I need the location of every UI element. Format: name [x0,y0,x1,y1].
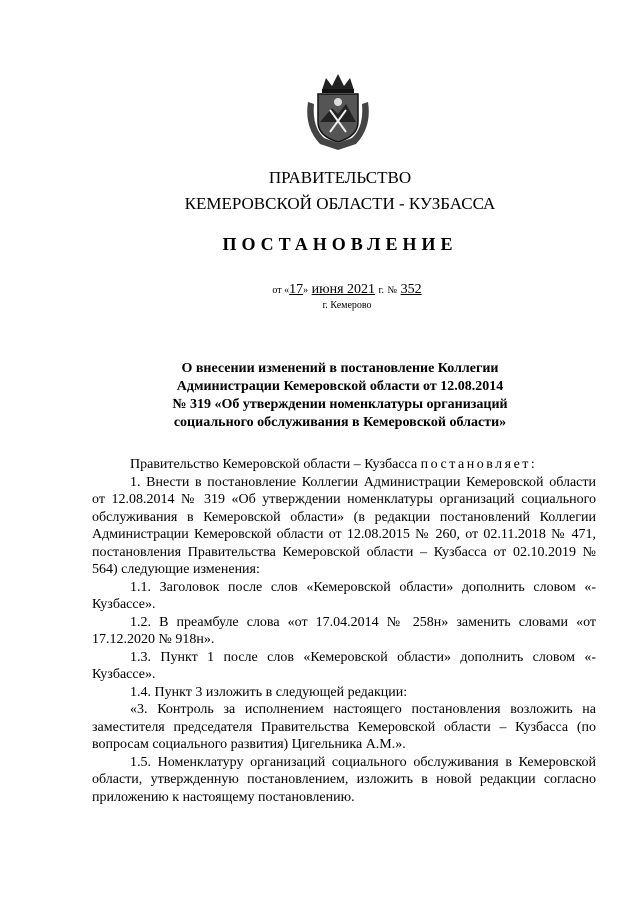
paragraph-1-4-quote: «3. Контроль за исполнением настоящего постановления возложить на заместителя председателя Правительства Кемеровской области – Кузбасса (по вопросам социального развития) Цигельника А.М.». [92,702,596,752]
subject-line: Администрации Кемеровской области от 12.08.2014 [176,379,504,394]
document-number: 352 [400,282,422,297]
government-title-line2: КЕМЕРОВСКОЙ ОБЛАСТИ - КУЗБАССА [184,194,496,213]
paragraph-1: 1. Внести в постановление Коллегии Администрации Кемеровской области от 12.08.2014 № 319 «Об утверждении номенклатуры организаций социального обслуживания в Кемеровской области» (в редакции постановлений Коллегии Администрации Кемеровской области от 12.08.2015 № 260, от 02.11.2018 № 471, постановления Правительства Кемеровской области – Кузбасса от 02.10.2019 № 564) следующие изменения: [92,474,596,577]
paragraph-1-3: 1.3. Пункт 1 после слов «Кемеровской области» дополнить словом «- Кузбассе». [92,649,596,682]
intro-paragraph [92,456,596,474]
paragraph-1-4: 1.4. Пункт 3 изложить в следующей редакции: [130,684,408,700]
document-type-title: ПОСТАНОВЛЕНИЕ [222,234,458,254]
date-close-quote: » [303,285,309,296]
subject-line: О внесении изменений в постановление Коллегии [181,361,499,376]
subject-line: № 319 «Об утверждении номенклатуры организаций [172,397,508,412]
coat-of-arms-icon [302,72,374,152]
government-title-line1: ПРАВИТЕЛЬСТВО [268,168,412,187]
intro-resolves: постановляет: [420,457,538,472]
date-prefix: от « [272,285,290,296]
document-body [92,456,596,806]
document-dateline [0,282,640,298]
subject-line: социального обслуживания в Кемеровской области» [173,415,507,430]
date-day: 17 [289,282,304,297]
paragraph-1-2: 1.2. В преамбуле слова «от 17.04.2014 № 258н» заменить словами «от 17.12.2020 № 918н». [92,614,596,647]
intro-prefix: Правительство Кемеровской области – Кузбасса [130,457,418,472]
paragraph-1-5: 1.5. Номенклатуру организаций социального обслуживания в Кемеровской области, утвержденную постановлением, изложить в новой редакции согласно приложению к настоящему постановлению. [92,754,596,805]
number-sign: № [387,285,398,296]
document-subject [150,360,530,432]
date-year-suffix: г. [378,285,385,296]
date-month-year: июня 2021 [311,282,376,297]
document-city: г. Кемерово [322,300,372,311]
paragraph-1-1: 1.1. Заголовок после слов «Кемеровской области» дополнить словом «- Кузбассе». [92,579,596,612]
